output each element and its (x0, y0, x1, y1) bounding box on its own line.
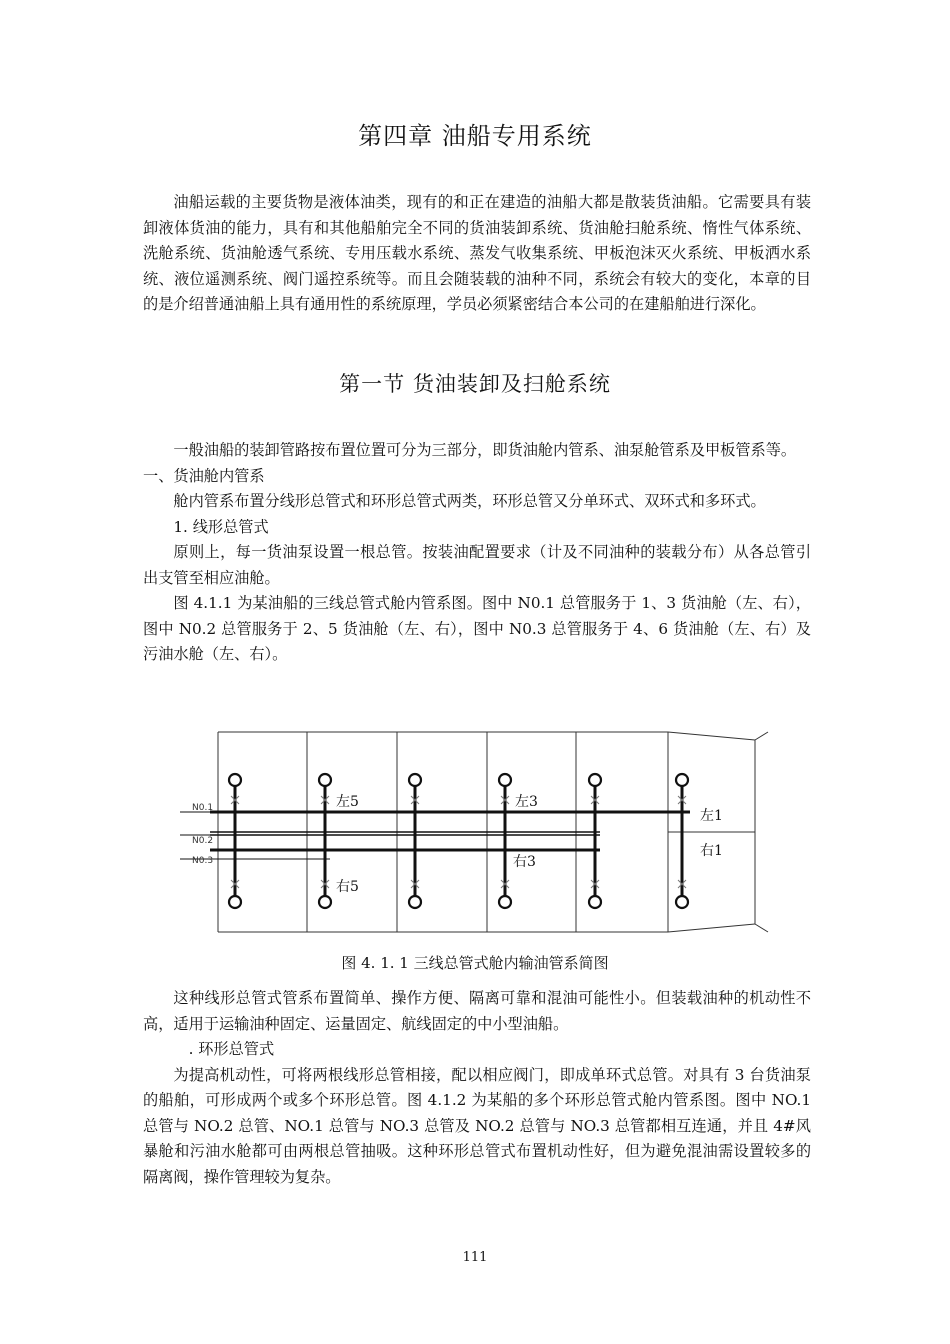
section-title: 第一节 货油装卸及扫舱系统 (339, 372, 611, 396)
page-number: 111 (462, 1250, 488, 1265)
intro-paragraph: 油船运载的主要货物是液体油类，现有的和正在建造的油船大都是散装货油船。它需要具有装卸液体货油的能力，具有和其他船舶完全不同的货油装卸系统、货油舱扫舱系统、惰性气体系统、洗舱系统、货油舱透气系统、专用压载水系统、蒸发气收集系统、甲板泡沫灭火系统、甲板洒水系统、液位遥测系统、阀门遥控系统等。而且会随装载的油种不同，系统会有较大的变化，本章的目的是介绍普通油船上具有通用性的系统原理，学员必须紧密结合本公司的在建船舶进行深化。 (143, 193, 811, 313)
paragraph-1: 一般油船的装卸管路按布置位置可分为三部分，即货油舱内管系、油泵舱管系及甲板管系等。 (173, 441, 797, 459)
valve-marks (231, 796, 686, 888)
subheading-linear-main: 1. 线形总管式 (173, 517, 269, 536)
pipe-label-no1: N0.1 (192, 803, 214, 813)
tank-label-left3: 左3 (515, 794, 538, 810)
tank-label-right3: 右3 (513, 854, 536, 870)
intro-block (143, 190, 811, 318)
chapter-title: 第四章 油船专用系统 (358, 122, 592, 150)
pipe-label-no2: N0.2 (192, 836, 214, 846)
subheading-ring-main: . 环形总管式 (188, 1040, 275, 1058)
paragraph-3: 原则上，每一货油泵设置一根总管。按装油配置要求（计及不同油种的装载分布）从各总管引出支管至相应油舱。 (143, 543, 811, 587)
tank-label-right1: 右1 (700, 843, 723, 859)
tank-label-left1: 左1 (700, 808, 723, 824)
paragraph-5: 这种线形总管式管系布置简单、操作方便、隔离可靠和混油可能性小。但装载油种的机动性不高，适用于运输油种固定、运量固定、航线固定的中小型油船。 (143, 989, 811, 1033)
pipe-label-no3: N0.3 (192, 856, 214, 866)
main-pipes (180, 812, 690, 859)
suction-bottom (229, 896, 688, 908)
tank-label-left5: 左5 (336, 794, 359, 810)
pipeline-diagram (170, 728, 780, 938)
tank-label-right5: 右5 (336, 879, 359, 895)
paragraph-2: 舱内管系布置分线形总管式和环形总管式两类，环形总管又分单环式、双环式和多环式。 (173, 492, 766, 510)
paragraph-6: 为提高机动性，可将两根线形总管相接，配以相应阀门，即成单环式总管。对具有 3 台货油泵的船舶，可形成两个或多个环形总管。图 4.1.2 为某船的多个环形总管式舱内管系图。图中 NO.1 总管与 NO.2 总管、NO.1 总管与 NO.3 总管及 NO.2 总管与 NO.3 总管都相互连通，并且 4#风暴舱和污油水舱都可由两根总管抽吸。这种环形总管式布置机动性好，但为避免混油需设置较多的隔离阀，操作管理较为复杂。 (143, 1065, 811, 1186)
paragraph-4: 图 4.1.1 为某油船的三线总管式舱内管系图。图中 N0.1 总管服务于 1、3 货油舱（左、右），图中 N0.2 总管服务于 2、5 货油舱（左、右），图中 N0.3 总管服务于 4、6 货油舱（左、右）及污油水舱（左、右）。 (143, 594, 811, 663)
suction-top (229, 774, 688, 786)
figure-caption: 图 4. 1. 1 三线总管式舱内输油管系简图 (341, 954, 609, 972)
body-block-1 (143, 438, 811, 668)
body-block-2 (143, 986, 811, 1190)
heading-cargo-tank-piping: 一、货油舱内管系 (143, 466, 265, 485)
branch-pipes (235, 786, 682, 900)
